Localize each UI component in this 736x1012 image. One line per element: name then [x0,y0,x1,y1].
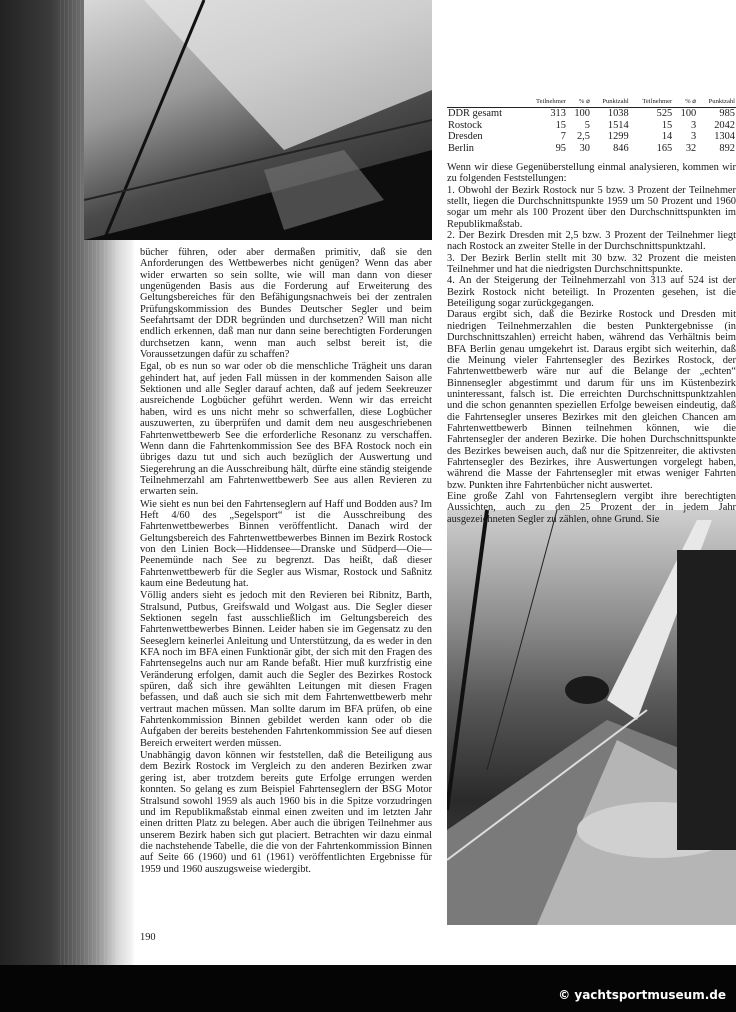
paragraph: Wie sieht es nun bei den Fahrtenseglern auf Haff und Bodden aus? Im Heft 4/60 des „Segelsport“ ist die Ausschreibung des Fahrtenwettbewerbes Binnen veröffentlicht. Danach wird der Geltungsbereich des Fahrtenwettbewerbes Binnen im Bezirk Rostock von den Linien Bock—Hiddensee—Dranske und Südperd—Oie—Peenemünde nach See zu begrenzt. Das heißt, daß dieser Fahrtenwettbewerb für die Segler aus Wismar, Rostock und Saßnitz kaum eine Bedeutung hat. [140,498,432,589]
paragraph: Völlig anders sieht es jedoch mit den Revieren bei Ribnitz, Barth, Stralsund, Putbus, Greifswald und Wolgast aus. Die Segler dieser Sektionen segeln fast ausschließlich im Geltungsbereich des Fahrtenwettbewerbes Binnen. Leider haben sie im Gegensatz zu den Seeseglern keinerlei Anleitung und Unterstützung, da es weder in den KFA noch im BFA einen Funktionär gibt, der sich mit den Fragen des Fahrtensegelns auch nur am Rande befaßt. Hier muß kurzfristig eine Veränderung erfolgen, damit auch die Segler des Bezirkes Rostock spüren, daß sich ihre gewählten Leitungen mit diesen Fragen befassen, und daß auch sie sich mit dem Fahrtenwettbewerb mehr vertraut machen müssen. Man sollte darum im BFA prüfen, ob eine Fahrtenkommission Binnen gebildet werden kann oder ob die Aufgaben der bereits bestehenden Fahrtenkommission See auf diesen Bereich erweitert werden müssen. [140,590,432,749]
table-cell: 2,5 [576,131,590,142]
table-cell: 1299 [607,131,629,142]
table-cell: 5 [584,119,590,131]
table-cell: 1514 [607,119,629,131]
table-cell: 95 [555,142,566,154]
table-row [447,131,736,143]
column-header: % ⌀ [567,97,591,108]
paragraph: Wenn wir diese Gegenüberstellung einmal analysieren, kommen wir zu folgenden Feststellungen: [447,162,736,185]
page-number: 190 [140,932,156,943]
column-header [447,97,523,108]
column-header: Teilnehmer [523,97,567,108]
table-cell: 2042 [714,119,735,131]
table-cell: 15 [661,119,673,131]
table-cell: 7 [560,131,566,142]
watermark: © yachtsportmuseum.de [558,988,726,1002]
table-cell: 15 [555,119,566,131]
paragraph: 1. Obwohl der Bezirk Rostock nur 5 bzw. 3 Prozent der Teilnehmer stellt, liegen die Durchschnittspunkte 1959 um 50 Prozent und 1960 sogar um mehr als 100 Prozent über den Durchschnittspunkten im Republikmaßstab. [447,184,736,230]
table-row [447,143,736,155]
results-table [447,97,736,154]
column-header: % ⌀ [673,97,697,108]
table-row [447,120,736,132]
table-cell: 14 [661,131,673,142]
column-header: Punktzahl [591,97,630,108]
paragraph: 3. Der Bezirk Berlin stellt mit 30 bzw. 32 Prozent die meisten Teilnehmer und hat die niedrigsten Durchschnittspunkte. [447,252,736,276]
table-cell: Rostock [448,119,483,131]
table-cell: 30 [579,142,590,154]
table-header-row [447,97,736,108]
table-cell: 100 [574,108,590,119]
table-cell: 100 [680,108,697,119]
table-cell: Dresden [448,131,483,142]
table-cell: DDR gesamt [448,108,502,119]
table-cell: 846 [613,142,629,154]
sailing-photo-right [447,510,736,925]
table-cell: 1038 [607,108,629,119]
left-text-column [140,247,432,875]
table-cell: Berlin [448,142,474,154]
table-cell: 525 [656,108,673,119]
right-text-column [447,162,736,525]
paragraph: Unabhängig davon können wir feststellen, daß die Beteiligung aus dem Bezirk Rostock im Vergleich zu den anderen Bezirken zwar gering ist, aber trotzdem bereits gute Erfolge errungen werden konnten. So gelang es zum Beispiel Fahrtenseglern der BSG Motor Stralsund sowohl 1959 als auch 1960 bis in die Spitze vorzudringen und im Republikmaßstab einmal einen zweiten und im letzten Jahr einen dritten Platz zu belegen. Aber auch die übrigen Teilnehmer aus unserem Bezirk haben sich gut placiert. Betrachten wir dazu einmal die nachstehende Tabelle, die die von der Fahrtenkommission Binnen auf Seite 66 (1960) und 61 (1961) veröffentlichten Ergebnisse für 1959 und 1960 auszugsweise wiedergibt. [140,750,432,875]
paragraph: 4. An der Steigerung der Teilnehmerzahl von 313 auf 524 ist der Bezirk Rostock nicht beteiligt. In Prozenten gesehen, ist die Beteiligung sogar zurückgegangen. [447,275,736,310]
sailing-photo-top [84,0,432,240]
sail-illustration [84,0,432,240]
column-header: Teilnehmer [630,97,674,108]
table-cell: 985 [719,108,735,119]
paragraph: 2. Der Bezirk Dresden mit 2,5 bzw. 3 Prozent der Teilnehmer liegt nach Rostock an zweiter Stelle in der Durchschnittspunktzahl. [447,230,736,253]
column-header: Punktzahl [697,97,736,108]
table-cell: 32 [685,142,697,154]
table-row [447,108,736,120]
paragraph: Eine große Zahl von Fahrtenseglern vergibt ihre berechtigten Aussichten, auch zu den 25 Prozent der in jedem Jahr ausgezeichneten Segler zu zählen, ohne Grund. Sie [447,490,736,525]
paragraph: Egal, ob es nun so war oder ob die menschliche Trägheit uns daran gehindert hat, auf jeden Fall müssen in der kommenden Saison alle Sektionen und alle Segler darauf achten, daß auf jedem Seekreuzer ausreichende Logbücher geführt werden. Wenn wir das erreicht haben, wird es uns nicht mehr so schwerfallen, diese Logbücher auszuwerten, zu überprüfen und damit dem neu ausgeschriebenen Fahrtenwettbewerb See die erforderliche Resonanz zu verschaffen. Wenn dann die Fahrtenkommission See des BFA Rostock noch ein übriges dazu tut und sich auch bezüglich der Auswertung und Siegerehrung an die Ausschreibung hält, dürfte eine ständig steigende Teilnehmerzahl am Fahrtenwettbewerb See aus allen Revieren zu erwarten sein. [140,361,432,498]
table-cell: 892 [719,142,735,154]
table-cell: 3 [691,131,697,142]
table-cell: 3 [691,119,697,131]
table-cell: 313 [550,108,566,119]
paragraph: Daraus ergibt sich, daß die Bezirke Rostock und Dresden mit niedrigen Teilnehmerzahlen die besten Punktergebnisse (in Durchschnittszahlen) erreicht haben, während das Verhältnis beim BFA Berlin genau umgekehrt ist. Daraus ergibt sich weiterhin, daß die Meinung vieler Fahrtensegler des Bezirkes Rostock, der Fahrtenwettbewerb wäre nur auf die Belange der „echten“ Binnensegler abgestimmt und darum für uns im Küstenbezirk uninteressant, falsch ist. Die erreichten Durchschnittspunktzahlen und die schon genannten speziellen Erfolge beweisen eindeutig, daß die Fahrtensegler unseres Bezirkes mit den gleichen Chancen am Fahrtenwettbewerb Binnen teilnehmen können, wie die Fahrtensegler der anderen Bezirke. Die hohen Durchschnittspunkte des Bezirkes beweisen auch, daß nur die Spitzenreiter, die aktivsten Fahrtensegler des Bezirkes, ihre Auswertungen vorgelegt haben, während die Masse der Fahrtensegler mit etwas weniger Fahrten bzw. Punkten ihre Fahrtenbücher nicht auswertet. [447,309,736,491]
table-cell: 1304 [714,131,735,142]
paragraph: bücher führen, oder aber dermaßen primitiv, daß sie den Anforderungen des Wettbewerbes nicht genügen? Wenn das aber wider erwarten so sein sollte, wie will man dann von dieser ungenügenden Basis aus die Forderung auf Erweiterung des Geltungsbereiches für den Befähigungsnachweis bei der zentralen Prüfungskommission des Bundes Deutscher Segler und beim Seefahrtsamt der DDR begründen und durchsetzen? Will man nicht endlich erkennen, daß man nur dann seine berechtigten Forderungen durchsetzen kann, wenn man auch selbst bereit ist, die Voraussetzungen dafür zu schaffen? [140,247,432,361]
yacht-deck-illustration [447,510,736,925]
table-cell: 165 [656,142,673,154]
